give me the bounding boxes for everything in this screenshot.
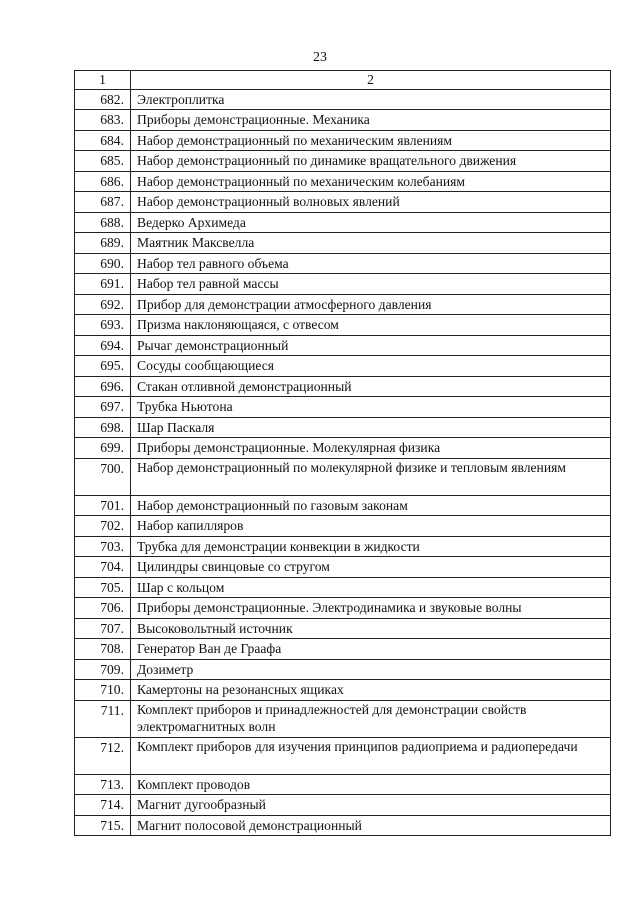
row-number: 709.: [75, 659, 131, 680]
table-row: [75, 417, 611, 438]
row-number: 689.: [75, 233, 131, 254]
table-row: [75, 815, 611, 836]
table-row: [75, 659, 611, 680]
row-number: 696.: [75, 376, 131, 397]
row-number: 695.: [75, 356, 131, 377]
row-number: 705.: [75, 577, 131, 598]
page-number: 23: [313, 50, 327, 65]
row-item-name: Цилиндры свинцовые со стругом: [131, 557, 611, 578]
table-header-row: [75, 71, 611, 90]
table-row: [75, 795, 611, 816]
table-row: [75, 598, 611, 619]
table-row: [75, 536, 611, 557]
table-row: [75, 212, 611, 233]
row-item-name: Призма наклоняющаяся, с отвесом: [131, 315, 611, 336]
table-row: [75, 397, 611, 418]
row-item-name: Маятник Максвелла: [131, 233, 611, 254]
table-row: [75, 315, 611, 336]
row-number: 698.: [75, 417, 131, 438]
row-item-name: Прибор для демонстрации атмосферного давления: [131, 294, 611, 315]
table-row: [75, 171, 611, 192]
row-item-name: Стакан отливной демонстрационный: [131, 376, 611, 397]
row-number: 686.: [75, 171, 131, 192]
row-item-name: Шар Паскаля: [131, 417, 611, 438]
row-item-name: Приборы демонстрационные. Электродинамика и звуковые волны: [131, 598, 611, 619]
row-number: 682.: [75, 89, 131, 110]
row-number: 690.: [75, 253, 131, 274]
row-item-name: Шар с кольцом: [131, 577, 611, 598]
row-item-name: Набор капилляров: [131, 516, 611, 537]
row-number: 688.: [75, 212, 131, 233]
table-row: [75, 495, 611, 516]
row-number: 708.: [75, 639, 131, 660]
row-item-name: Магнит полосовой демонстрационный: [131, 815, 611, 836]
row-item-name: Комплект проводов: [131, 774, 611, 795]
table-row: [75, 376, 611, 397]
table-row: [75, 335, 611, 356]
row-number: 704.: [75, 557, 131, 578]
row-number: 691.: [75, 274, 131, 295]
row-item-name: Трубка Ньютона: [131, 397, 611, 418]
table-row: [75, 680, 611, 701]
row-number: 687.: [75, 192, 131, 213]
row-number: 684.: [75, 130, 131, 151]
table-row: [75, 192, 611, 213]
row-number: 701.: [75, 495, 131, 516]
row-number: 713.: [75, 774, 131, 795]
row-number: 715.: [75, 815, 131, 836]
table-row: [75, 274, 611, 295]
column-header-number: 1: [75, 71, 131, 90]
table-row: [75, 438, 611, 459]
row-number: 712.: [75, 737, 131, 774]
row-number: 706.: [75, 598, 131, 619]
table-row: [75, 618, 611, 639]
row-item-name: Магнит дугообразный: [131, 795, 611, 816]
table-row: [75, 577, 611, 598]
row-number: 699.: [75, 438, 131, 459]
row-item-name: Набор демонстрационный по механическим явлениям: [131, 130, 611, 151]
row-item-name: Электроплитка: [131, 89, 611, 110]
row-item-name: Генератор Ван де Граафа: [131, 639, 611, 660]
row-item-name: Ведерко Архимеда: [131, 212, 611, 233]
row-item-name: Комплект приборов для изучения принципов радиоприема и радиопередачи: [131, 737, 611, 774]
table-row: [75, 356, 611, 377]
row-item-name: Трубка для демонстрации конвекции в жидкости: [131, 536, 611, 557]
table-row: [75, 294, 611, 315]
row-item-name: Набор демонстрационный по газовым законам: [131, 495, 611, 516]
equipment-table: [74, 70, 611, 836]
row-number: 693.: [75, 315, 131, 336]
row-item-name: Набор тел равной массы: [131, 274, 611, 295]
row-number: 685.: [75, 151, 131, 172]
row-item-name: Рычаг демонстрационный: [131, 335, 611, 356]
row-item-name: Приборы демонстрационные. Молекулярная физика: [131, 438, 611, 459]
row-item-name: Комплект приборов и принадлежностей для демонстрации свойств электромагнитных волн: [131, 700, 611, 737]
row-number: 714.: [75, 795, 131, 816]
table-row: [75, 89, 611, 110]
table-row: [75, 130, 611, 151]
table-body: [75, 89, 611, 836]
row-number: 703.: [75, 536, 131, 557]
row-number: 694.: [75, 335, 131, 356]
row-item-name: Сосуды сообщающиеся: [131, 356, 611, 377]
row-item-name: Высоковольтный источник: [131, 618, 611, 639]
table-row: [75, 253, 611, 274]
row-item-name: Набор демонстрационный по механическим колебаниям: [131, 171, 611, 192]
row-number: 711.: [75, 700, 131, 737]
row-number: 700.: [75, 458, 131, 495]
row-number: 692.: [75, 294, 131, 315]
row-item-name: Набор демонстрационный волновых явлений: [131, 192, 611, 213]
table-row: [75, 557, 611, 578]
column-header-name: 2: [131, 71, 611, 90]
row-number: 707.: [75, 618, 131, 639]
row-item-name: Набор демонстрационный по динамике вращательного движения: [131, 151, 611, 172]
row-item-name: Набор демонстрационный по молекулярной физике и тепловым явлениям: [131, 458, 611, 495]
row-item-name: Набор тел равного объема: [131, 253, 611, 274]
table-row: [75, 458, 611, 495]
table-row: [75, 774, 611, 795]
row-number: 683.: [75, 110, 131, 131]
table-row: [75, 700, 611, 737]
table-row: [75, 110, 611, 131]
table-row: [75, 639, 611, 660]
table-row: [75, 737, 611, 774]
row-item-name: Дозиметр: [131, 659, 611, 680]
table-row: [75, 516, 611, 537]
row-number: 702.: [75, 516, 131, 537]
row-number: 697.: [75, 397, 131, 418]
row-item-name: Камертоны на резонансных ящиках: [131, 680, 611, 701]
table-row: [75, 233, 611, 254]
row-number: 710.: [75, 680, 131, 701]
row-item-name: Приборы демонстрационные. Механика: [131, 110, 611, 131]
table-row: [75, 151, 611, 172]
